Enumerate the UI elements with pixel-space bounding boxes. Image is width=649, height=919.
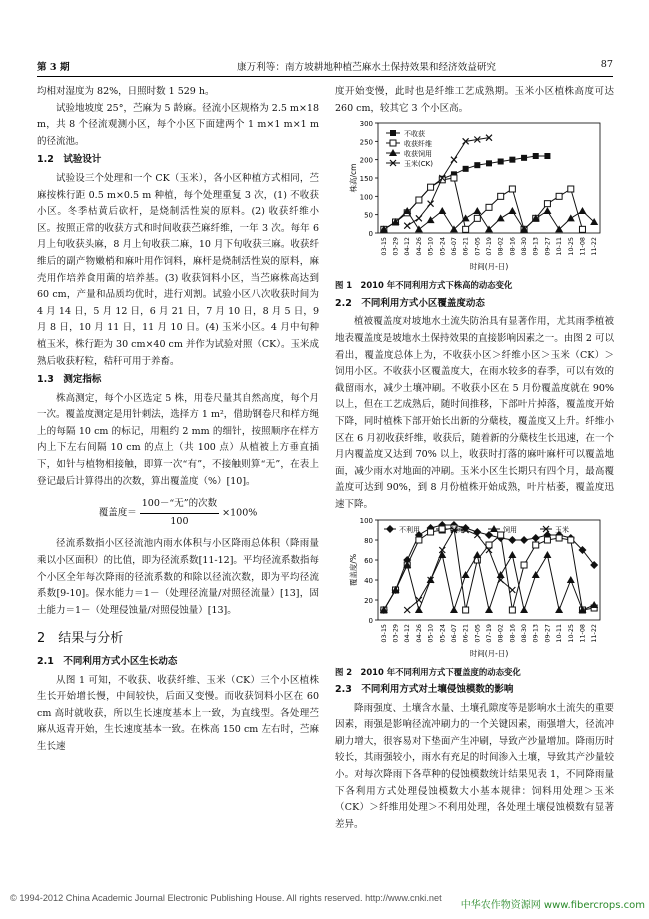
data-point bbox=[474, 162, 480, 168]
legend-label: 玉米 bbox=[554, 525, 569, 534]
paragraph: 植被覆盖度对坡地水土流失防治具有显著作用，尤其雨季植被地表覆盖度是坡地水土保持效果的直接影响因素之一。由图 2 可以看出，覆盖度总体上为，不收获小区＞纤维小区＞玉米（CK）＞饲用小区。不收获小区覆盖度大，在雨水较多的春季，可以有效的截留雨水，减少土壤冲刷。不收获小区在 5 月份覆盖度就在 90% 以上，但在工艺成熟后，随时间推移，下部叶片掉落，覆盖度开始下降，同时植株下部开始长出新的分蘖枝，覆盖度又上升。纤维小区在 6 月初收获纤维，收获后，随着新的分蘖枝生长迅速，在一个月内覆盖度又达到 70% 以上，收获时打落的麻叶麻杆可以覆盖地面，减少雨水对地面的冲刷。玉米小区生长期只有四个月，最高覆盖度可达到 90%，到 8 月份植株开始成熟，叶片枯萎，覆盖度迅速下降。 bbox=[335, 316, 614, 510]
x-tick-label: 03-15 bbox=[379, 237, 388, 256]
x-tick-label: 10-25 bbox=[566, 237, 575, 256]
series-1 bbox=[379, 521, 597, 614]
x-tick-label: 09-27 bbox=[542, 237, 551, 256]
data-point bbox=[520, 606, 528, 613]
section-heading: 1.2 试验设计 bbox=[37, 154, 102, 166]
series-4 bbox=[404, 135, 492, 229]
y-tick-label: 100 bbox=[359, 516, 373, 525]
x-tick-label: 08-16 bbox=[507, 623, 516, 643]
data-point bbox=[449, 606, 457, 613]
data-point bbox=[390, 130, 396, 136]
data-point bbox=[543, 207, 551, 214]
data-point bbox=[427, 201, 433, 207]
data-point bbox=[508, 207, 516, 214]
data-point bbox=[508, 536, 516, 544]
data-point bbox=[450, 175, 456, 181]
x-tick-label: 08-02 bbox=[496, 623, 505, 643]
data-point bbox=[473, 207, 481, 214]
section-heading: 2.3 不同利用方式对土壤侵蚀模数的影响 bbox=[335, 684, 514, 696]
y-axis-label: 覆盖度/% bbox=[348, 553, 358, 586]
x-tick-label: 06-07 bbox=[449, 623, 458, 643]
right-column bbox=[335, 84, 614, 833]
x-tick-label: 06-07 bbox=[449, 237, 458, 256]
paragraph: 降雨强度、土壤含水量、土壤孔隙度等是影响水土流失的重要因素，雨强是影响径流冲刷力的一个关键因素，雨强增大，径流冲刷力增大，很容易对下垫面产生冲刷，导致产沙量增加。降雨历时较长，其雨强较小，雨水有充足的时间渗入土壤，导致其产沙量较小。对每次降雨下各草种的侵蚀模数统计结果见表 1，不同降雨量下各利用方式处理侵蚀模数大小基本规律：饲料用处理＞玉米（CK）＞纤维用处理＞不利用处理，各处理土壤侵蚀模数有显著差异。 bbox=[335, 702, 614, 830]
data-point bbox=[415, 197, 421, 203]
series-2 bbox=[380, 175, 585, 232]
data-point bbox=[427, 529, 433, 535]
data-point bbox=[566, 215, 574, 222]
data-point bbox=[474, 216, 480, 222]
figure-caption: 图 2 2010 年不同利用方式下覆盖度的动态变化 bbox=[335, 666, 521, 677]
paragraph: 径流系数指小区径流池内雨水体积与小区降雨总体积（降雨量乘以小区面积）的比值，即为径流系数[11-12]。平均径流系数指每个小区全年每次降雨的径流系数的和除以径流次数，即为平均径流系数[9-10]。保水能力＝1－（处理径流量/对照径流量）[13]，固土能力＝1－（处理侵蚀量/对照侵蚀量）[13]。 bbox=[37, 538, 319, 616]
y-tick-label: 0 bbox=[368, 230, 373, 239]
data-point bbox=[462, 227, 468, 233]
data-point bbox=[390, 140, 396, 146]
data-point bbox=[567, 186, 573, 192]
section-heading: 2 结果与分析 bbox=[37, 631, 124, 647]
x-axis-label: 时间(月-日) bbox=[469, 262, 508, 272]
legend-label: 不利用 bbox=[398, 525, 420, 534]
data-point bbox=[485, 531, 493, 539]
legend-label: 不收获 bbox=[403, 130, 425, 139]
paragraph: 试验地坡度 25°，苎麻为 5 龄麻。径流小区规格为 2.5 m×18 m，共 8 个径流观测小区，每个小区下面建两个 1 m×1 m×1 m 的径流池。 bbox=[37, 102, 319, 147]
section-heading: 2.1 不同利用方式小区生长动态 bbox=[37, 656, 178, 667]
y-tick-label: 150 bbox=[359, 175, 373, 184]
data-point bbox=[544, 537, 550, 543]
x-tick-label: 03-29 bbox=[391, 623, 400, 643]
paragraph: 试验设三个处理和一个 CK（玉米），各小区种植方式相同，苎麻按株行距 0.5 m×0.5 m 种植，每个处理重复 3 次，(1) 不收获小区。冬季枯黄后砍杆，是烧制活性炭的原料。(2) 收获纤维小区。按照正常的收获方式和时间收获苎麻纤维，一年 3 次。每年 6 月上旬收获头麻，8 月上旬收获二麻，10 月下旬收获三麻。收获纤维后的副产物嫩梢和麻叶用作饲料，麻杆是烧制活性炭的原料，麻壳用作培养食用菌的培养基。(3) 收获饲料小区，当苎麻株高达到 60 cm，产量和品质均优时，进行刈割。试验小区八次收获时间为 4 月 14 日，5 月 12 日，6 月 21 日，7 月 10 日，8 月 5 日，9 月 8 日，10 月 11 日，11 月 10 日。(4) 玉米小区。4 月中旬种植玉米，株行距为 30 cm×40 cm 并作为试验对照（CK）。玉米成熟后收获籽粒，秸秆可用于养畜。 bbox=[37, 172, 319, 367]
series-3 bbox=[379, 551, 597, 613]
x-tick-label: 09-13 bbox=[531, 237, 540, 256]
legend-label: 饲用 bbox=[502, 525, 517, 534]
formula-rhs: ×100% bbox=[222, 507, 258, 519]
legend-label: 收获饲用 bbox=[403, 150, 432, 159]
x-tick-label: 05-10 bbox=[426, 623, 435, 643]
data-point bbox=[532, 542, 538, 548]
data-point bbox=[521, 155, 527, 161]
x-tick-label: 09-27 bbox=[542, 623, 551, 643]
y-tick-label: 0 bbox=[368, 616, 373, 625]
x-tick-label: 07-19 bbox=[484, 623, 493, 643]
data-point bbox=[497, 194, 503, 200]
paragraph: 均相对湿度为 82%，日照时数 1 529 h。 bbox=[37, 86, 215, 97]
x-tick-label: 10-11 bbox=[554, 623, 563, 643]
y-tick-label: 40 bbox=[363, 576, 373, 585]
x-tick-label: 11-22 bbox=[589, 623, 598, 643]
legend-label: 玉米(CK) bbox=[403, 160, 433, 169]
data-point bbox=[462, 607, 468, 613]
formula-numerator: 100－“无”的次数 bbox=[140, 496, 219, 514]
data-point bbox=[531, 571, 539, 578]
data-point bbox=[439, 526, 445, 532]
section-heading: 1.3 测定指标 bbox=[37, 374, 102, 386]
data-point bbox=[404, 607, 410, 613]
x-tick-label: 04-12 bbox=[402, 237, 411, 256]
data-point bbox=[497, 159, 503, 165]
figure-caption: 图 1 2010 年不同利用方式下株高的动态变化 bbox=[335, 280, 513, 291]
watermark: 中华农作物资源网 www.fibercrops.com bbox=[460, 900, 645, 911]
data-point bbox=[509, 157, 515, 163]
data-point bbox=[485, 606, 493, 613]
data-point bbox=[486, 205, 492, 211]
data-point bbox=[556, 535, 562, 541]
y-tick-label: 250 bbox=[359, 138, 373, 147]
x-tick-label: 10-11 bbox=[554, 237, 563, 256]
running-header bbox=[37, 58, 613, 77]
y-tick-label: 100 bbox=[359, 193, 373, 202]
x-tick-label: 09-13 bbox=[531, 623, 540, 643]
x-tick-label: 07-05 bbox=[472, 623, 481, 643]
data-point bbox=[555, 606, 563, 613]
data-point bbox=[509, 587, 515, 593]
data-point bbox=[450, 157, 456, 163]
data-point bbox=[578, 207, 586, 214]
data-point bbox=[521, 562, 527, 568]
data-point bbox=[486, 161, 492, 167]
data-point bbox=[544, 201, 550, 207]
y-tick-label: 20 bbox=[363, 596, 373, 605]
x-tick-label: 03-29 bbox=[391, 237, 400, 256]
data-point bbox=[532, 153, 538, 159]
data-point bbox=[509, 186, 515, 192]
data-point bbox=[462, 166, 468, 172]
data-point bbox=[404, 223, 410, 229]
formula-lhs: 覆盖度＝ bbox=[98, 507, 137, 519]
legend-label: 收获纤维 bbox=[403, 140, 432, 149]
x-tick-label: 05-24 bbox=[437, 237, 446, 256]
x-tick-label: 10-25 bbox=[566, 623, 575, 643]
data-point bbox=[415, 216, 421, 222]
data-point bbox=[567, 537, 573, 543]
legend-label: 纤维 bbox=[450, 525, 465, 534]
x-tick-label: 06-21 bbox=[461, 237, 470, 256]
data-point bbox=[543, 551, 551, 558]
data-point bbox=[496, 215, 504, 222]
y-tick-label: 300 bbox=[359, 120, 373, 129]
series-line bbox=[383, 555, 593, 610]
figure-2-coverage-chart bbox=[340, 514, 610, 664]
formula-denominator: 100 bbox=[170, 515, 189, 527]
y-axis-label: 株高/cm bbox=[348, 163, 358, 193]
y-tick-label: 200 bbox=[359, 156, 373, 165]
paragraph: 从图 1 可知，不收获、收获纤维、玉米（CK）三个小区植株生长开始增长慢，中间较快，后面又变慢。而收获饲料小区在 60 cm 高时就收获，所以生长速度基本上一致，为直线型。各处理苎麻从返青开始，生长速度基本一致。在株高 150 cm 左右时，苎麻生长速 bbox=[37, 674, 319, 752]
copyright-footer: © 1994-2012 China Academic Journal Electronic Publishing House. All rights reserved. http://www.cnki.net bbox=[10, 893, 442, 903]
data-point bbox=[566, 576, 574, 583]
figure-1-plant-height-chart bbox=[340, 117, 610, 277]
x-tick-label: 04-12 bbox=[402, 623, 411, 643]
x-tick-label: 05-10 bbox=[426, 237, 435, 256]
x-tick-label: 08-16 bbox=[507, 237, 516, 256]
coverage-formula bbox=[37, 496, 319, 530]
data-point bbox=[531, 534, 539, 542]
x-tick-label: 06-21 bbox=[461, 623, 470, 643]
x-tick-label: 11-08 bbox=[577, 623, 586, 643]
x-tick-label: 04-26 bbox=[414, 623, 423, 643]
data-point bbox=[544, 153, 550, 159]
paragraph: 度开始变慢，此时也是纤维工艺成熟期。玉米小区植株高度可达 260 cm，较其它 3 个小区高。 bbox=[335, 86, 614, 114]
section-heading: 2.2 不同利用方式小区覆盖度动态 bbox=[335, 297, 485, 309]
data-point bbox=[556, 194, 562, 200]
x-tick-label: 08-02 bbox=[496, 237, 505, 256]
x-tick-label: 04-26 bbox=[414, 237, 423, 256]
page-number: 87 bbox=[600, 59, 613, 70]
data-point bbox=[520, 536, 528, 544]
data-point bbox=[461, 571, 469, 578]
x-tick-label: 07-19 bbox=[484, 237, 493, 256]
data-point bbox=[438, 207, 446, 214]
left-column bbox=[37, 84, 319, 756]
data-point bbox=[509, 607, 515, 613]
data-point bbox=[414, 226, 422, 233]
data-point bbox=[579, 227, 585, 233]
data-point bbox=[508, 551, 516, 558]
x-tick-label: 03-15 bbox=[379, 623, 388, 643]
data-point bbox=[386, 525, 394, 533]
x-tick-label: 08-30 bbox=[519, 237, 528, 256]
data-point bbox=[426, 216, 434, 223]
y-tick-label: 80 bbox=[363, 536, 373, 545]
formula-fraction bbox=[140, 496, 219, 530]
issue-number: 第 3 期 bbox=[37, 62, 70, 73]
running-title: 康万利等：南方坡耕地种植苎麻水土保持效果和经济效益研究 bbox=[237, 62, 497, 73]
x-axis-label: 时间(月-日) bbox=[469, 648, 508, 658]
data-point bbox=[473, 551, 481, 558]
x-tick-label: 05-24 bbox=[437, 623, 446, 643]
y-tick-label: 60 bbox=[363, 556, 373, 565]
y-tick-label: 50 bbox=[363, 211, 373, 220]
x-tick-label: 11-22 bbox=[589, 237, 598, 256]
x-tick-label: 11-08 bbox=[577, 237, 586, 256]
x-tick-label: 07-05 bbox=[472, 237, 481, 256]
paragraph: 株高测定，每个小区选定 5 株，用卷尺量其自然高度，每个月一次。覆盖度测定是用针刺法，选择方 1 m²，借助钢卷尺和样方绳上的每隔 10 cm 的标记，用粗约 2 mm 的细针，按照顺序在样方内上下左右间隔 10 cm 的点上（共 100 点）从植被上方垂直插下，如针与植物相接触，即算一次“有”，不接触则算“无”，在表上登记最后计算得出的次数，算出覆盖度（%）[10]。 bbox=[37, 392, 319, 487]
data-point bbox=[415, 537, 421, 543]
data-point bbox=[427, 184, 433, 190]
data-point bbox=[414, 606, 422, 613]
x-tick-label: 08-30 bbox=[519, 623, 528, 643]
